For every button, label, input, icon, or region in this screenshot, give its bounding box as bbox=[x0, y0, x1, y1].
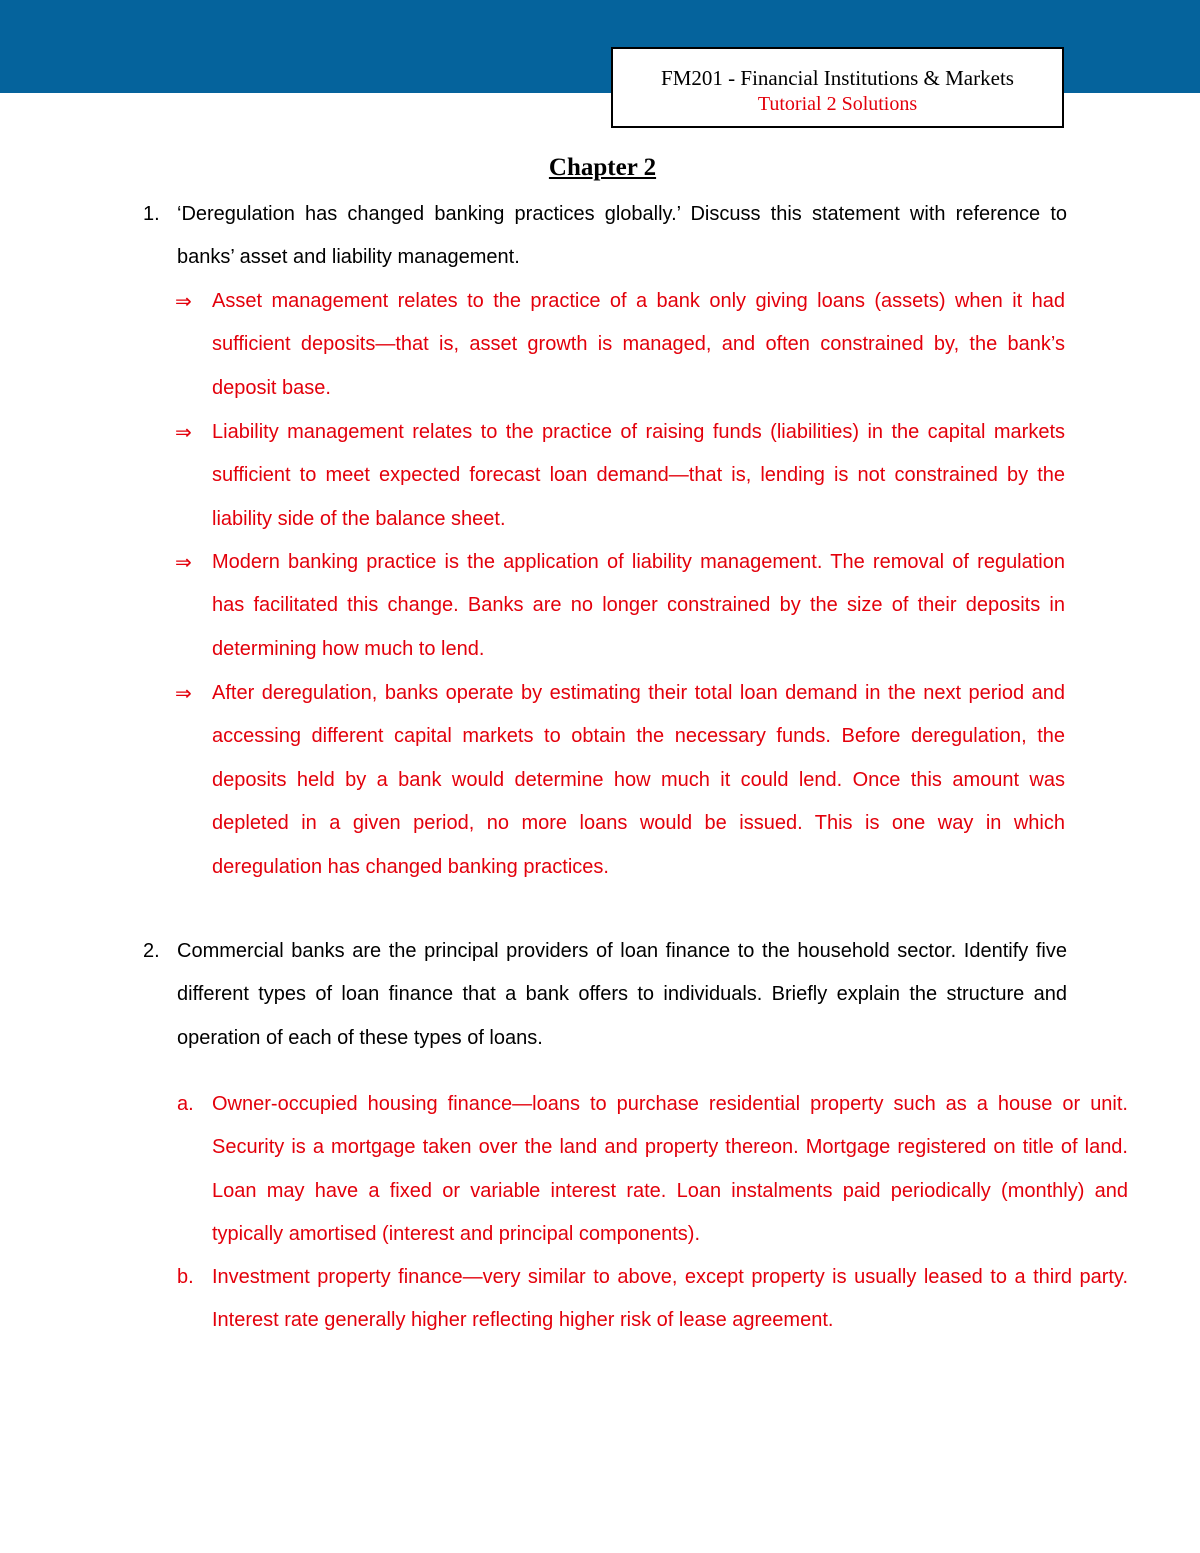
arrow-icon: ⇒ bbox=[175, 681, 192, 705]
question-2-number: 2. bbox=[143, 940, 160, 962]
tutorial-subtitle: Tutorial 2 Solutions bbox=[757, 93, 918, 115]
q1-answer-1: Asset management relates to the practice of a bank only giving loans (assets) when it had sufficient deposits—that is, asset growth is managed, and often constrained by, the bank’s deposit base. bbox=[212, 290, 1065, 399]
question-2-text: Commercial banks are the principal providers of loan finance to the household sector. Identify five different types of loan finance that a bank offers to individuals. Briefly explain the structure and operation of each of these types of loans. bbox=[177, 940, 1067, 1049]
q2-answer-a-letter: a. bbox=[177, 1093, 194, 1115]
document-title-box bbox=[611, 47, 1064, 128]
question-1-text: ‘Deregulation has changed banking practices globally.’ Discuss this statement with reference to banks’ asset and liability management. bbox=[177, 203, 1067, 269]
arrow-icon: ⇒ bbox=[175, 550, 192, 574]
chapter-heading: Chapter 2 bbox=[548, 154, 657, 181]
arrow-icon: ⇒ bbox=[175, 289, 192, 313]
q2-answer-a: Owner-occupied housing finance—loans to purchase residential property such as a house or unit. Security is a mortgage taken over the land and property thereon. Mortgage registered on title of land. Loan may have a fixed or variable interest rate. Loan instalments paid periodically (monthly) and typically amortised (interest and principal components). bbox=[212, 1093, 1128, 1246]
q1-answer-3: Modern banking practice is the application of liability management. The removal of regulation has facilitated this change. Banks are no longer constrained by the size of their deposits in determining how much to lend. bbox=[212, 551, 1065, 660]
course-title: FM201 - Financial Institutions & Markets bbox=[661, 66, 1014, 90]
q2-answer-b-letter: b. bbox=[177, 1266, 194, 1288]
arrow-icon: ⇒ bbox=[175, 420, 192, 444]
q2-answer-b: Investment property finance—very similar to above, except property is usually leased to a third party. Interest rate generally higher reflecting higher risk of lease agreement. bbox=[212, 1266, 1128, 1332]
q1-answer-2: Liability management relates to the practice of raising funds (liabilities) in the capital markets sufficient to meet expected forecast loan demand—that is, lending is not constrained by the liability side of the balance sheet. bbox=[212, 421, 1065, 530]
q1-answer-4: After deregulation, banks operate by estimating their total loan demand in the next period and accessing different capital markets to obtain the necessary funds. Before deregulation, the deposits held by a bank would determine how much it could lend. Once this amount was depleted in a given period, no more loans would be issued. This is one way in which deregulation has changed banking practices. bbox=[212, 682, 1065, 878]
question-1-number: 1. bbox=[143, 203, 160, 225]
